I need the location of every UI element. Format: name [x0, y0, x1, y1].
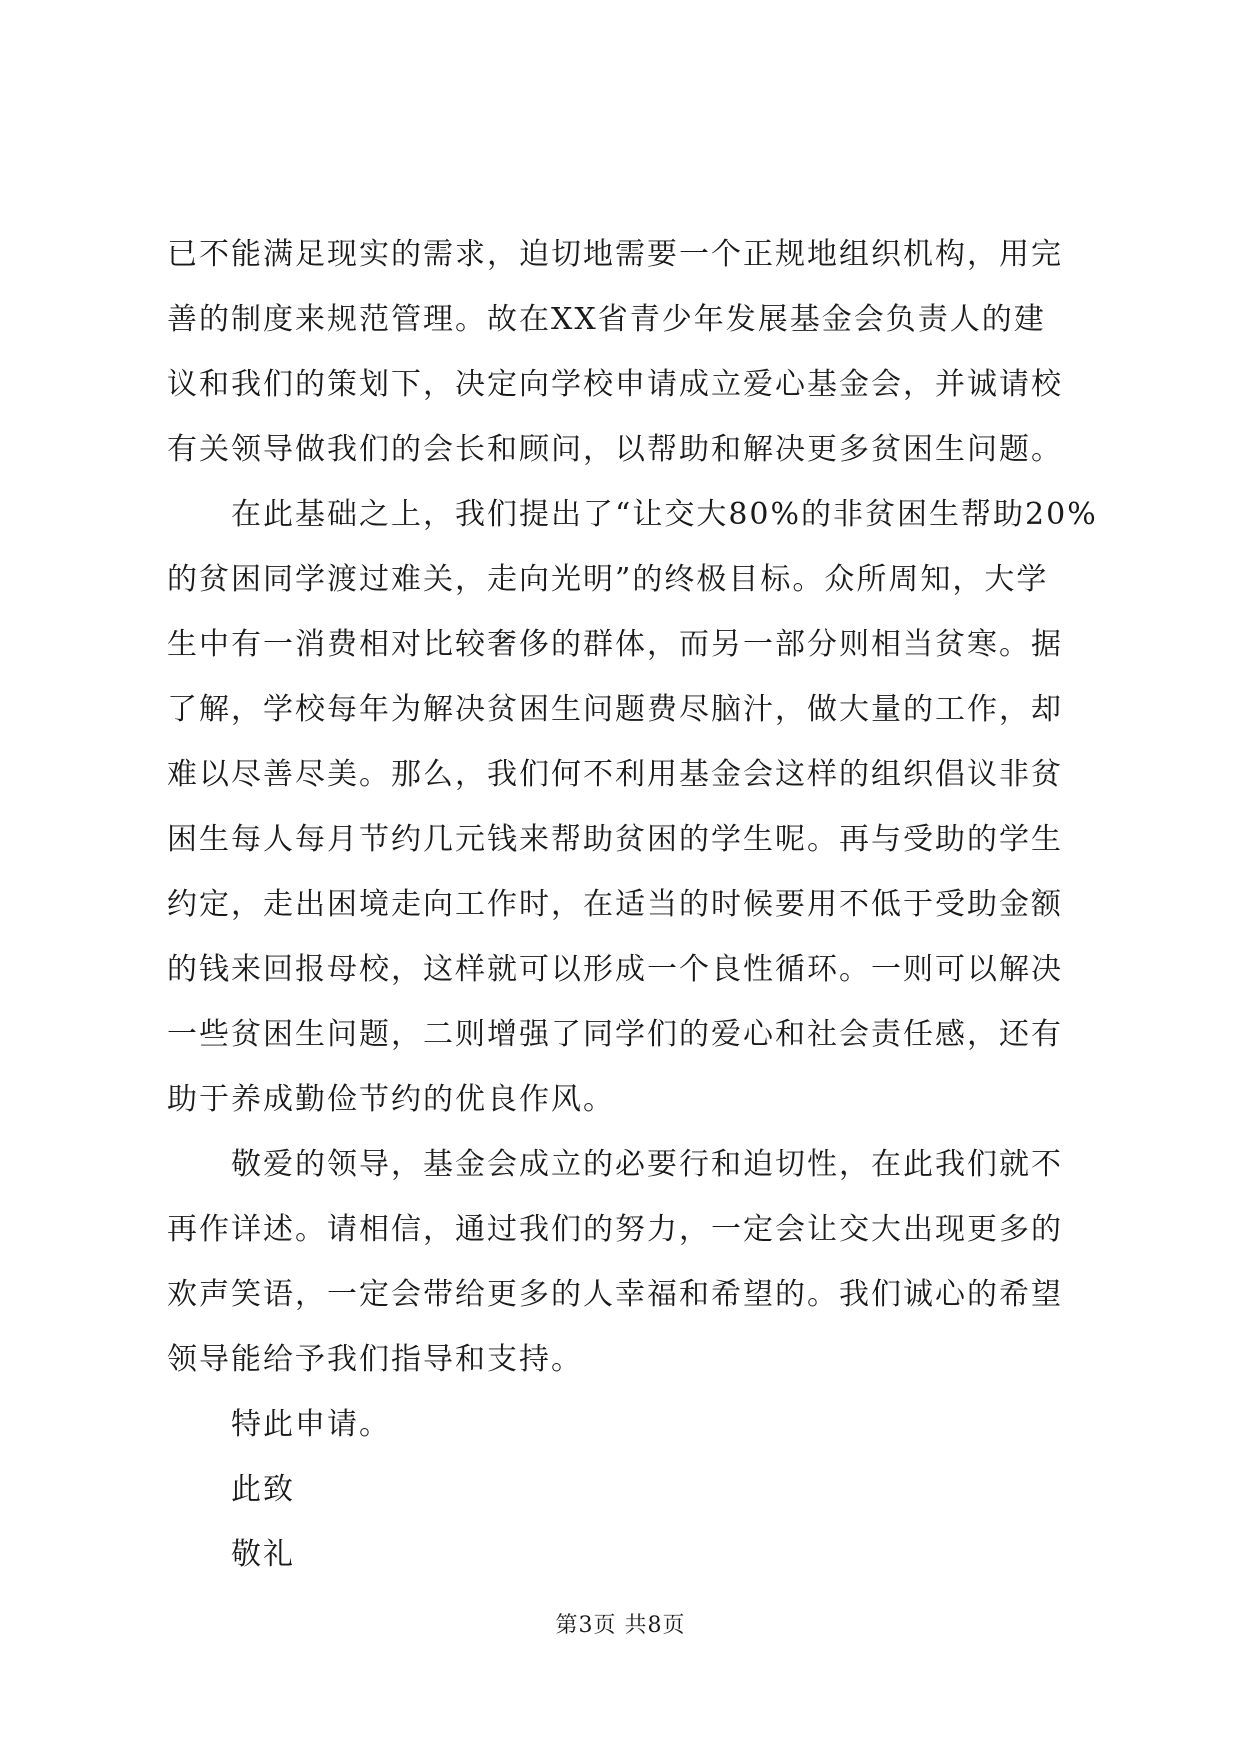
document-body — [167, 222, 1098, 1587]
paragraph-start-line: 敬爱的领导，基金会成立的必要行和迫切性，在此我们就不 — [231, 1147, 1063, 1182]
closing-regards: 敬礼 — [231, 1537, 295, 1572]
text-line: 困生每人每月节约几元钱来帮助贫困的学生呢。再与受助的学生 — [167, 822, 1063, 857]
text-line: 领导能给予我们指导和支持。 — [167, 1342, 583, 1377]
text-line: 的贫困同学渡过难关，走向光明”的终极目标。众所周知，大学 — [167, 562, 1049, 597]
text-line: 有关领导做我们的会长和顾问，以帮助和解决更多贫困生问题。 — [167, 432, 1063, 467]
text-line: 的钱来回报母校，这样就可以形成一个良性循环。一则可以解决 — [167, 952, 1063, 987]
page-number-footer: 第3页 共8页 — [555, 1613, 686, 1638]
closing-request: 特此申请。 — [231, 1407, 391, 1442]
text-line: 难以尽善尽美。那么，我们何不利用基金会这样的组织倡议非贫 — [167, 757, 1063, 792]
closing-salutation: 此致 — [231, 1472, 295, 1507]
text-line: 欢声笑语，一定会带给更多的人幸福和希望的。我们诚心的希望 — [167, 1277, 1063, 1312]
text-line: 善的制度来规范管理。故在XX省青少年发展基金会负责人的建 — [167, 302, 1046, 337]
text-line: 助于养成勤俭节约的优良作风。 — [167, 1082, 615, 1117]
text-line: 再作详述。请相信，通过我们的努力，一定会让交大出现更多的 — [167, 1212, 1063, 1247]
text-line: 生中有一消费相对比较奢侈的群体，而另一部分则相当贫寒。据 — [167, 627, 1063, 662]
text-line: 一些贫困生问题，二则增强了同学们的爱心和社会责任感，还有 — [167, 1017, 1063, 1052]
text-line: 已不能满足现实的需求，迫切地需要一个正规地组织机构，用完 — [167, 237, 1063, 272]
paragraph-start-line: 在此基础之上，我们提出了“让交大80%的非贫困生帮助20% — [231, 497, 1098, 532]
text-line: 约定，走出困境走向工作时，在适当的时候要用不低于受助金额 — [167, 887, 1063, 922]
text-line: 议和我们的策划下，决定向学校申请成立爱心基金会，并诚请校 — [167, 367, 1063, 402]
text-line: 了解，学校每年为解决贫困生问题费尽脑汁，做大量的工作，却 — [167, 692, 1063, 727]
